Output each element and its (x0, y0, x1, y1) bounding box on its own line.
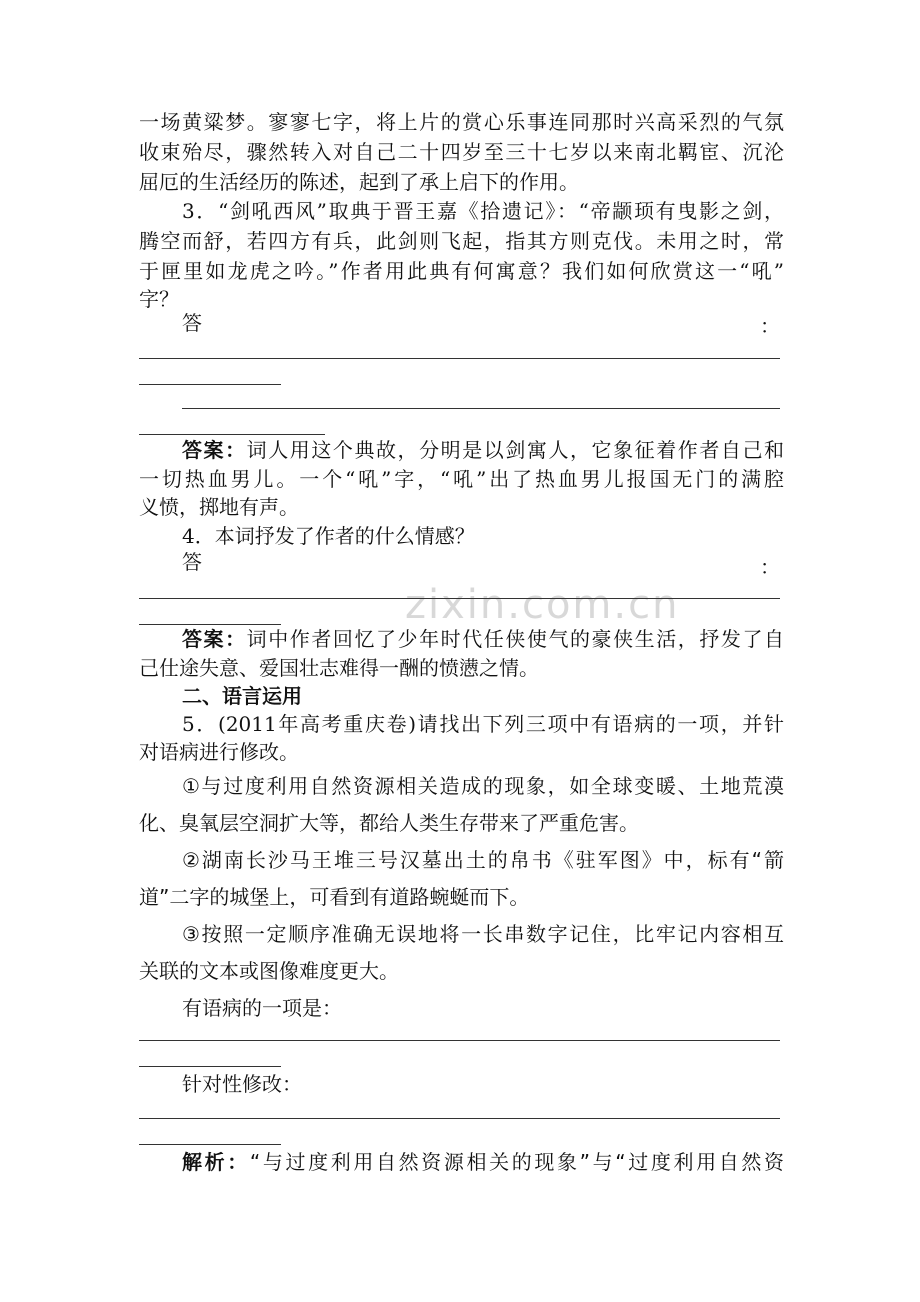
analysis-line (182, 1150, 784, 1174)
analysis-text: “与过度利用自然资源相关的现象”与“过度利用自然资 (249, 1150, 784, 1174)
q3-answer-line-2[interactable] (139, 384, 281, 385)
q4-answer-prompt: 答 (182, 550, 202, 574)
q5-prompt-revision: 针对性修改： (182, 1072, 302, 1096)
q2-tail-line-2: 收束殆尽，骤然转入对自己二十四岁至三十七岁以来南北羁宦、沉沦 (139, 140, 784, 164)
q4-answer-text-1: 词中作者回忆了少年时代任侠使气的豪侠生活，抒发了自 (246, 627, 784, 651)
q3-answer-line-3[interactable] (182, 408, 780, 409)
option-3-line-2: 关联的文本或图像难度更大。 (139, 959, 399, 983)
q5-faulty-line-2[interactable] (139, 1066, 281, 1067)
q3-line-2: 腾空而舒，若四方有兵，此剑则飞起，指其方则克伐。未用之时，常 (139, 229, 784, 253)
q2-tail-line-3: 屈厄的生活经历的陈述，起到了承上启下的作用。 (139, 170, 579, 194)
q3-line-3: 于匣里如龙虎之吟。”作者用此典有何寓意？我们如何欣赏这一“吼” (139, 259, 784, 283)
q4-answer-text-2: 己仕途失意、爱国壮志难得一酬的愤懑之情。 (139, 656, 539, 680)
q3-answer-text-1: 词人用这个典故，分明是以剑寓人，它象征着作者自己和 (246, 438, 784, 462)
q4-answer-colon: ： (760, 555, 780, 579)
q3-answer-prompt: 答 (182, 311, 202, 335)
q4-answer-label: 答案： (182, 627, 247, 651)
q3-answer-line-4[interactable] (139, 434, 325, 435)
option-2-line-2: 道”二字的城堡上，可看到有道路蜿蜒而下。 (139, 885, 530, 909)
option-1-line-1: ①与过度利用自然资源相关造成的现象，如全球变暖、土地荒漠 (182, 774, 784, 798)
option-2-line-1: ②湖南长沙马王堆三号汉墓出土的帛书《驻军图》中，标有“箭 (182, 848, 784, 872)
q5-revision-line-1[interactable] (139, 1118, 780, 1119)
q3-answer-text-3: 义愤，掷地有声。 (139, 495, 299, 519)
q3-answer-colon: ： (760, 314, 780, 338)
q3-answer-line-1[interactable] (139, 358, 780, 359)
analysis-label: 解析： (182, 1150, 250, 1174)
q5-revision-line-2[interactable] (139, 1144, 281, 1145)
q5-line-1: 5．(2011年高考重庆卷)请找出下列三项中有语病的一项，并针 (182, 712, 784, 736)
q5-faulty-line-1[interactable] (139, 1040, 780, 1041)
q3-line-4: 字？ (139, 287, 179, 311)
q3-answer-text-2: 一切热血男儿。一个“吼”字，“吼”出了热血男儿报国无门的满腔 (139, 467, 784, 491)
section-title-language: 二、语言运用 (182, 684, 302, 708)
q4-question: 4．本词抒发了作者的什么情感？ (182, 524, 475, 548)
q3-answer-label: 答案： (182, 438, 247, 462)
q3-answer-line-a (182, 438, 784, 462)
q4-answer-line-2[interactable] (139, 624, 281, 625)
option-1-line-2: 化、臭氧层空洞扩大等，都给人类生存带来了严重危害。 (139, 811, 639, 835)
q5-line-2: 对语病进行修改。 (139, 740, 299, 764)
option-3-line-1: ③按照一定顺序准确无误地将一长串数字记住，比牢记内容相互 (182, 922, 784, 946)
q4-answer-line-a (182, 627, 784, 651)
q2-tail-line-1: 一场黄粱梦。寥寥七字，将上片的赏心乐事连同那时兴高采烈的气氛 (139, 110, 784, 134)
watermark: zixin.com.cn (405, 582, 680, 628)
q3-line-1: 3．“剑吼西风”取典于晋王嘉《拾遗记》：“帝颛顼有曳影之剑， (182, 199, 784, 223)
q5-prompt-faulty: 有语病的一项是： (182, 996, 342, 1020)
q4-answer-line-1[interactable] (139, 598, 780, 599)
